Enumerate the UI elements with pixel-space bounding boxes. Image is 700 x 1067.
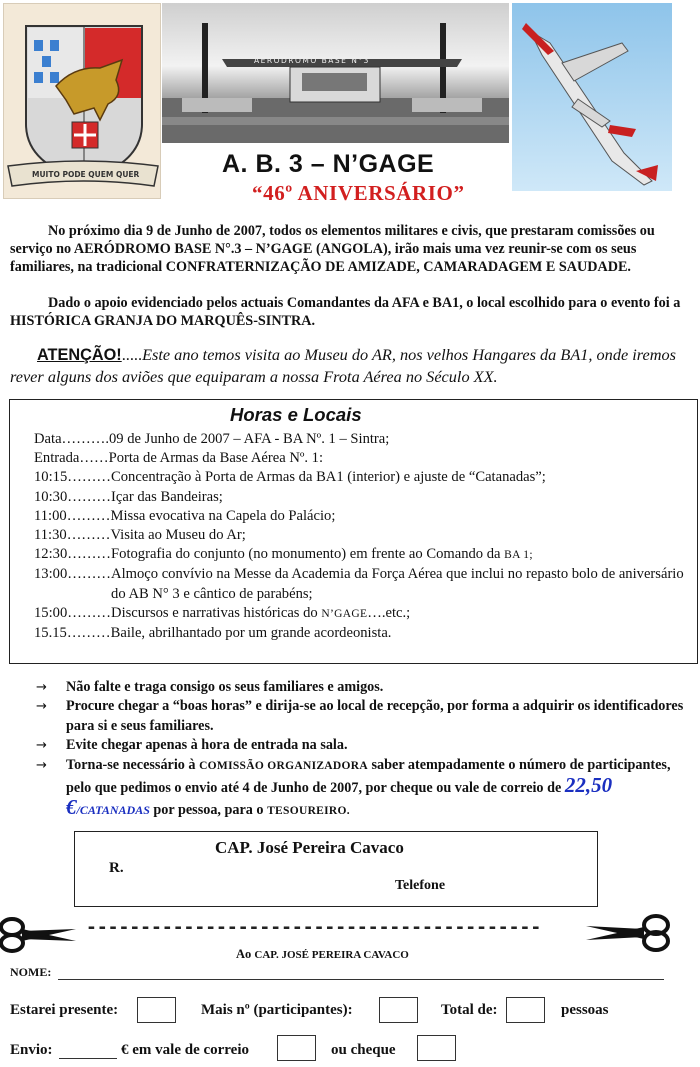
cheque-label: ou cheque	[331, 1042, 396, 1058]
arrow-icon: →	[36, 680, 47, 695]
contact-box	[74, 831, 598, 907]
notes-list	[36, 678, 698, 822]
schedule-list	[34, 430, 694, 643]
attention-label: ATENÇÃO!	[37, 346, 122, 364]
note-item: → Torna-se necessário à COMISSÃO ORGANIZADORA saber atempadamente o número de participantes, pelo que pedimos o envio até 4 de Junho de 2007, por cheque ou vale de correio de 22,50 €/CATANADAS por pessoa, para o TESOUREIRO.	[36, 756, 698, 822]
scissors-icon	[0, 915, 80, 960]
attention-text: Este ano temos visita ao Museu do AR, nos velhos Hangares da BA1, onde iremos rever alguns dos aviões que equiparam a nossa Frota Aérea no Século XX.	[10, 345, 676, 386]
people-label: pessoas	[561, 1002, 609, 1018]
envio-amount-field[interactable]	[59, 1058, 117, 1059]
crest-image	[3, 3, 161, 199]
contact-phone-label: Telefone	[395, 878, 446, 893]
gate-sign: AERÓDROMO BASE N°3	[254, 56, 370, 65]
participants-label: Mais nº (participantes):	[201, 1002, 353, 1018]
cut-line: ------------------------------------------	[86, 917, 542, 938]
intro-paragraph-2: Dado o apoio evidenciado pelos actuais Comandantes da AFA e BA1, o local escolhido para o evento foi a HISTÓRICA GRANJA DO MARQUÊS-SINTRA.	[10, 295, 681, 329]
present-box[interactable]	[137, 997, 176, 1023]
postal-order-label: € em vale de correio	[121, 1042, 250, 1058]
participants-box[interactable]	[379, 997, 418, 1023]
schedule-title: Horas e Locais	[230, 404, 362, 425]
postal-order-box[interactable]	[277, 1035, 316, 1061]
envio-label: Envio:	[10, 1042, 53, 1058]
airplane-photo	[512, 3, 672, 191]
schedule-row: 15:00……… Discursos e narrativas históricas do N’GAGE….etc.;	[34, 604, 411, 621]
note-item: → Procure chegar a “boas horas” e dirija-se ao local de recepção, por forma a adquirir os identificadores para si e seus familiares.	[36, 697, 698, 736]
price-value: 22,50 €	[66, 773, 613, 820]
gate-photo	[162, 3, 509, 143]
schedule-row: 11:30……… Visita ao Museu do Ar;	[34, 527, 246, 544]
schedule-row: 15.15……… Baile, abrilhantado por um grande acordeonista.	[34, 625, 392, 642]
contact-r: R.	[109, 860, 124, 876]
crest-motto: MUITO PODE QUEM QUER	[32, 170, 140, 179]
anniversary-subtitle: “46º ANIVERSÁRIO”	[252, 181, 465, 205]
name-field[interactable]	[58, 979, 664, 980]
scissors-icon	[582, 912, 672, 957]
arrow-icon: →	[36, 757, 47, 773]
schedule-row: 13:00……… Almoço convívio na Messe da Academia da Força Aérea que inclui no repasto bolo de aniversário do AB N° 3 e cântico de parabéns;	[34, 566, 684, 602]
arrow-icon: →	[36, 738, 47, 754]
note-item: → Não falte e traga consigo os seus familiares e amigos.	[36, 678, 698, 697]
note-item: → Evite chegar apenas à hora de entrada na sala.	[36, 736, 698, 755]
arrow-icon: →	[36, 699, 47, 715]
schedule-row: 11:00……… Missa evocativa na Capela do Palácio;	[34, 507, 336, 524]
contact-name: CAP. José Pereira Cavaco	[215, 838, 404, 857]
schedule-row: Entrada…… Porta de Armas da Base Aérea Nº. 1:	[34, 450, 324, 467]
present-label: Estarei presente:	[10, 1002, 119, 1018]
name-label: NOME:	[10, 965, 52, 979]
intro-paragraph-1: No próximo dia 9 de Junho de 2007, todos os elementos militares e civis, que prestaram comissões ou serviço no AERÓDROMO BASE N°.3 – N’GAGE (ANGOLA), irão mais uma vez reunir-se com os seus familiares, na tradicional CONFRATERNIZAÇÃO DE AMIZADE, CAMARADAGEM E SAUDADE.	[10, 223, 655, 275]
schedule-row: Data………. 09 de Junho de 2007 – AFA - BA Nº. 1 – Sintra;	[34, 431, 390, 447]
attention-note: ATENÇÃO!.....Este ano temos visita ao Museu do AR, nos velhos Hangares da BA1, onde iremos rever alguns dos aviões que equiparam a nossa Frota Aérea no Século XX.	[10, 345, 676, 386]
schedule-box	[9, 399, 698, 664]
total-box[interactable]	[506, 997, 545, 1023]
schedule-row: 12:30……… Fotografia do conjunto (no monumento) em frente ao Comando da BA 1;	[34, 546, 533, 563]
cheque-box[interactable]	[417, 1035, 456, 1061]
event-title: A. B. 3 – N’GAGE	[222, 150, 435, 178]
schedule-row: 10:15……… Concentração à Porta de Armas da BA1 (interior) e ajuste de “Catanadas”;	[34, 469, 546, 486]
schedule-row: 10:30……… Içar das Bandeiras;	[34, 488, 223, 505]
form-recipient: Ao CAP. JOSÉ PEREIRA CAVACO	[236, 947, 409, 961]
total-label: Total de:	[441, 1002, 498, 1018]
